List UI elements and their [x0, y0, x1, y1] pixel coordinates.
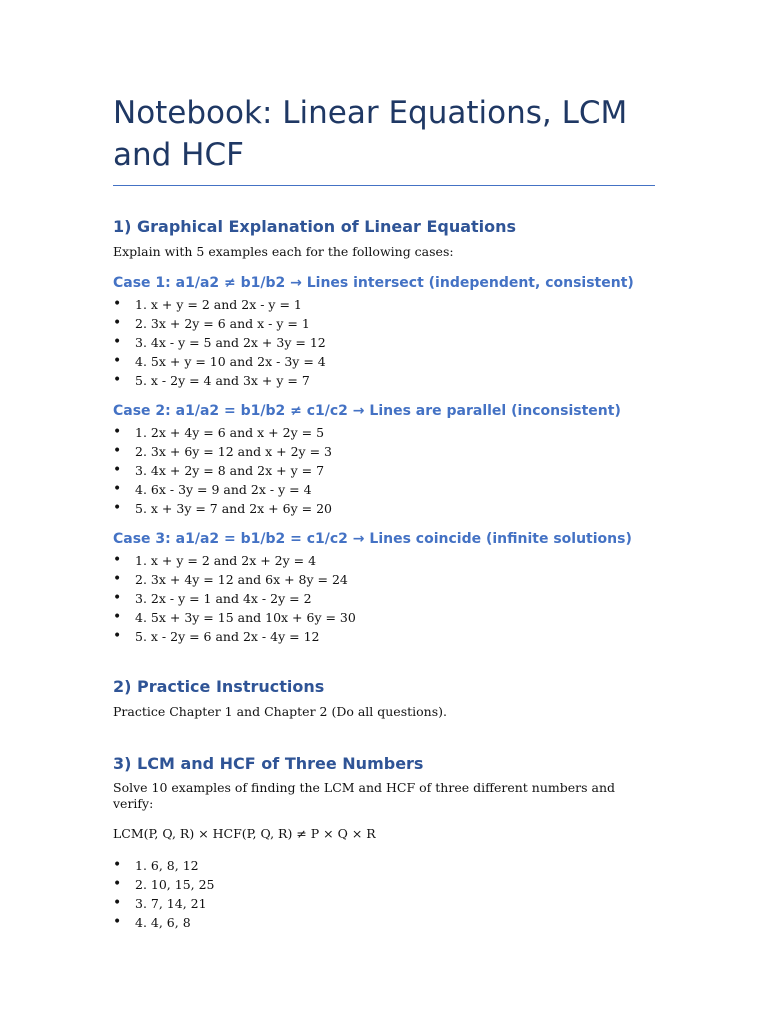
list-item: • 4. 5x + y = 10 and 2x - 3y = 4 — [113, 353, 326, 369]
bullet-icon: • — [113, 914, 122, 930]
list-item: • 4. 5x + 3y = 15 and 10x + 6y = 30 — [113, 609, 356, 625]
section-1-heading: 1) Graphical Explanation of Linear Equations — [113, 217, 517, 236]
section-3-list — [113, 856, 656, 932]
section-1-intro: Explain with 5 examples each for the following cases: — [113, 244, 454, 259]
list-item: • 2. 3x + 4y = 12 and 6x + 8y = 24 — [113, 571, 348, 587]
list-item: • 1. 6, 8, 12 — [113, 857, 199, 873]
bullet-icon: • — [113, 628, 122, 644]
bullet-icon: • — [113, 857, 122, 873]
list-item: • 2. 10, 15, 25 — [113, 876, 215, 892]
case-3-heading: Case 3: a1/a2 = b1/b2 = c1/c2 → Lines coincide (infinite solutions) — [113, 531, 632, 547]
list-item: • 4. 4, 6, 8 — [113, 914, 191, 930]
list-item: • 1. x + y = 2 and 2x - y = 1 — [113, 296, 302, 312]
section-3-intro: Solve 10 examples of finding the LCM and HCF of three different numbers and verify: — [113, 780, 616, 811]
bullet-icon: • — [113, 296, 122, 312]
list-item: • 5. x + 3y = 7 and 2x + 6y = 20 — [113, 500, 332, 516]
section-2-text: Practice Chapter 1 and Chapter 2 (Do all questions). — [113, 704, 447, 719]
section-2-heading: 2) Practice Instructions — [113, 677, 325, 696]
bullet-icon: • — [113, 481, 122, 497]
bullet-icon: • — [113, 590, 122, 606]
bullet-icon: • — [113, 462, 122, 478]
bullet-icon: • — [113, 315, 122, 331]
list-item: • 4. 6x - 3y = 9 and 2x - y = 4 — [113, 481, 312, 497]
list-item: • 3. 7, 14, 21 — [113, 895, 207, 911]
case-1-heading: Case 1: a1/a2 ≠ b1/b2 → Lines intersect (independent, consistent) — [113, 275, 634, 291]
list-item: • 5. x - 2y = 4 and 3x + y = 7 — [113, 372, 310, 388]
list-item: • 2. 3x + 2y = 6 and x - y = 1 — [113, 315, 310, 331]
bullet-icon: • — [113, 876, 122, 892]
bullet-icon: • — [113, 424, 122, 440]
bullet-icon: • — [113, 895, 122, 911]
bullet-icon: • — [113, 571, 122, 587]
bullet-icon: • — [113, 353, 122, 369]
title-divider — [113, 185, 655, 186]
list-item: • 3. 4x - y = 5 and 2x + 3y = 12 — [113, 334, 326, 350]
case-2-list — [113, 423, 656, 518]
section-3-formula: LCM(P, Q, R) × HCF(P, Q, R) ≠ P × Q × R — [113, 826, 376, 841]
list-item: • 5. x - 2y = 6 and 2x - 4y = 12 — [113, 628, 320, 644]
case-3-list — [113, 551, 656, 646]
list-item: • 2. 3x + 6y = 12 and x + 2y = 3 — [113, 443, 332, 459]
bullet-icon: • — [113, 372, 122, 388]
case-1-list — [113, 295, 656, 390]
bullet-icon: • — [113, 334, 122, 350]
page-title: Notebook: Linear Equations, LCM and HCF — [113, 95, 628, 173]
bullet-icon: • — [113, 500, 122, 516]
list-item: • 3. 2x - y = 1 and 4x - 2y = 2 — [113, 590, 312, 606]
bullet-icon: • — [113, 443, 122, 459]
bullet-icon: • — [113, 552, 122, 568]
section-3-heading: 3) LCM and HCF of Three Numbers — [113, 754, 424, 773]
case-2-heading: Case 2: a1/a2 = b1/b2 ≠ c1/c2 → Lines are parallel (inconsistent) — [113, 403, 621, 419]
bullet-icon: • — [113, 609, 122, 625]
list-item: • 3. 4x + 2y = 8 and 2x + y = 7 — [113, 462, 325, 478]
list-item: • 1. x + y = 2 and 2x + 2y = 4 — [113, 552, 317, 568]
list-item: • 1. 2x + 4y = 6 and x + 2y = 5 — [113, 424, 325, 440]
